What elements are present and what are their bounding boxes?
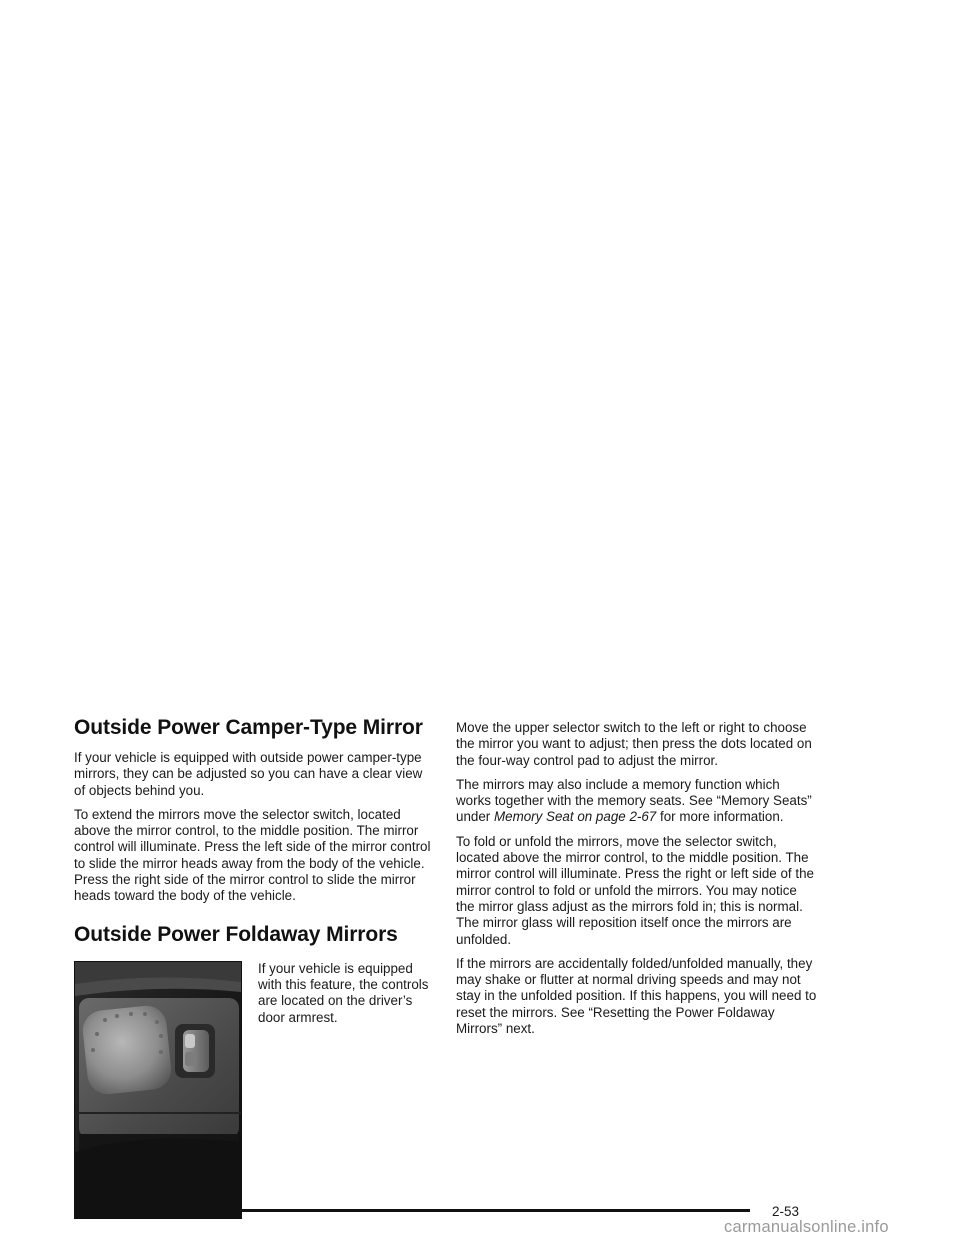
cross-reference-link[interactable]: Memory Seat on page 2-67 [493,809,657,825]
paragraph-text: The mirrors may also include a memory function which works together with the memory seats. See “Memory Seats” under [456,776,812,825]
left-column [74,716,436,1221]
footer-rule [74,1209,750,1212]
photo-block [74,961,436,1221]
right-column [456,720,818,1045]
paragraph: To extend the mirrors move the selector switch, located above the mirror control, to the middle position. The mirror control will illuminate. Press the left side of the mirror control to slide the mirror heads away from the body of the vehicle. Press the right side of the mirror control to slide the mirror heads toward the body of the vehicle. [74,806,431,904]
paragraph: Move the upper selector switch to the left or right to choose the mirror you want to adjust; then press the dots located on the four-way control pad to adjust the mirror. [456,720,812,768]
mirror-control-illustration [75,962,241,1218]
section-heading-foldaway-mirrors: Outside Power Foldaway Mirrors [74,922,398,946]
paragraph-text: for more information. [656,809,784,825]
paragraph: If the mirrors are accidentally folded/unfolded manually, they may shake or flutter at normal driving speeds and may not stay in the unfolded position. If this happens, you will need to reset the mirrors. See “Resetting the Power Foldaway Mirrors” next. [456,955,817,1037]
mirror-control-photo [74,961,242,1219]
page-number: 2-53 [772,1204,800,1219]
watermark: carmanualsonline.info [724,1218,889,1236]
section-heading-camper-mirror: Outside Power Camper-Type Mirror [74,716,423,739]
paragraph: To fold or unfold the mirrors, move the selector switch, located above the mirror control, to the middle position. The mirror control will illuminate. Press the right or left side of the mirror control to fold or unfold the mirrors. You may notice the mirror glass adjust as the mirrors fold in; this is normal. The mirror glass will reposition itself once the mirrors are unfolded. [456,833,814,947]
photo-caption: If your vehicle is equipped with this feature, the controls are located on the driver’s door armrest. [258,960,429,1025]
paragraph: If your vehicle is equipped with outside power camper-type mirrors, they can be adjusted so you can have a clear view of objects behind you. [74,750,423,798]
paragraph-memory [456,777,818,826]
